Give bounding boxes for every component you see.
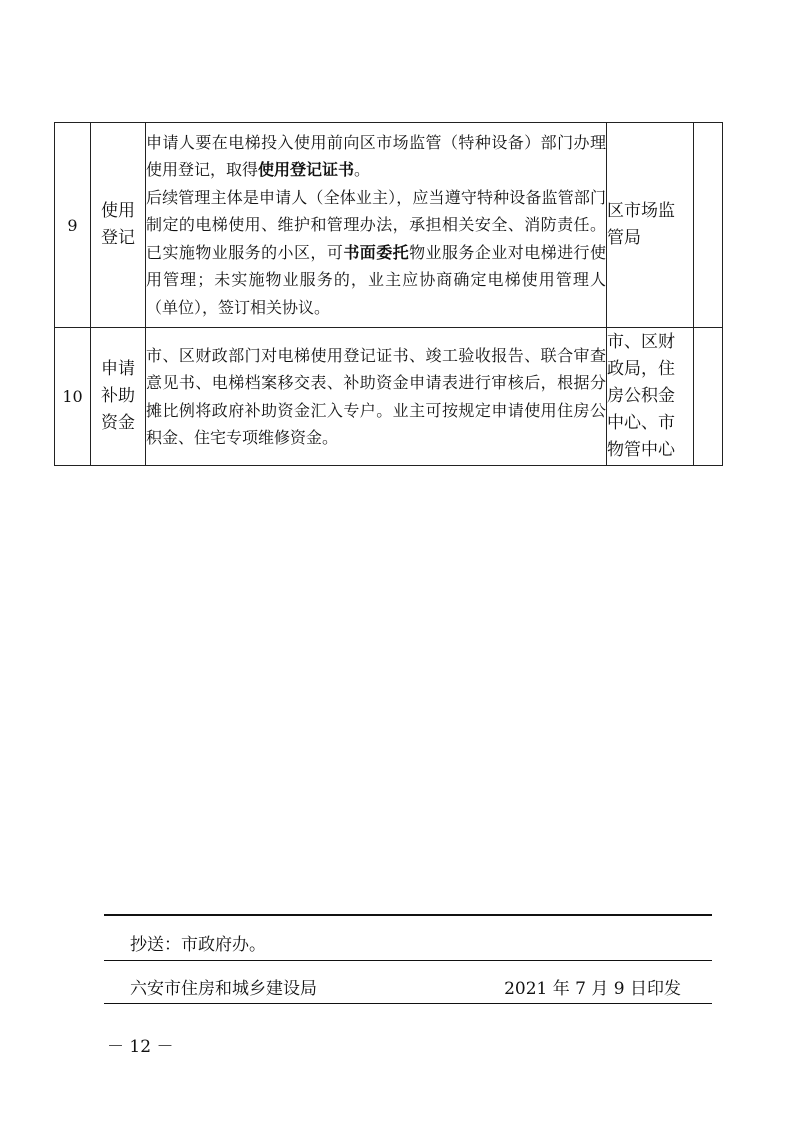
empty-cell [694,328,723,466]
procedure-table [54,122,723,466]
text-run: 申请人要在电梯投入使用前向区市场监管（特种设备）部门办理使用登记，取得 [146,133,606,180]
table-row [55,123,723,328]
responsible-department [607,328,694,466]
step-name-line: 资金 [101,413,135,433]
table-row [55,328,723,466]
text-run: 物业服务企业对电梯进行使用管理；未实施物业服务的，业主应协商确定电梯使用管理人（单位），签订相关协议。 [146,242,606,317]
step-description [146,328,607,466]
step-name [91,123,146,328]
empty-cell [694,123,723,328]
department-line: 市、区财 [607,332,675,352]
step-description [146,123,607,328]
row-number: 10 [55,328,91,466]
responsible-department [607,123,694,328]
footer-middle-rule [104,960,712,961]
department-line: 政局，住 [607,359,675,379]
description-paragraph [146,129,606,184]
row-number: 9 [55,123,91,328]
step-name-line: 登记 [101,228,135,248]
department-line: 管局 [607,228,641,248]
description-paragraph [146,184,606,321]
issue-date: 2021 年 7 月 9 日印发 [504,979,681,999]
step-name-line: 使用 [101,201,135,221]
text-run: 。 [354,160,371,180]
cc-line: 抄送：市政府办。 [130,935,266,955]
description-paragraph: 市、区财政部门对电梯使用登记证书、竣工验收报告、联合审查意见书、电梯档案移交表、补助资金申请表进行审核后，根据分摊比例将政府补助资金汇入专户。业主可按规定申请使用住房公积金、住宅专项维修资金。 [146,345,606,447]
footer-bottom-rule [104,1003,712,1004]
department-line: 房公积金 [607,386,675,406]
bold-text-run: 书面委托 [343,242,410,262]
footer-top-rule [104,914,712,916]
text-run: 后续管理主体是申请人（全体业主），应当遵守特种设备监管部门制定的电梯使用、维护和管理办法，承担相关安全、消防责任。已实施物业服务的小区，可 [146,187,606,262]
department-line: 中心、市 [607,413,675,433]
department-line: 物管中心 [607,440,675,460]
issuing-authority: 六安市住房和城乡建设局 [130,979,317,999]
bold-text-run: 使用登记证书 [258,160,355,180]
page-number: － 12 － [107,1037,174,1057]
step-name-line: 申请 [101,359,135,379]
step-name-line: 补助 [101,386,135,406]
department-line: 区市场监 [607,201,675,221]
step-name [91,328,146,466]
